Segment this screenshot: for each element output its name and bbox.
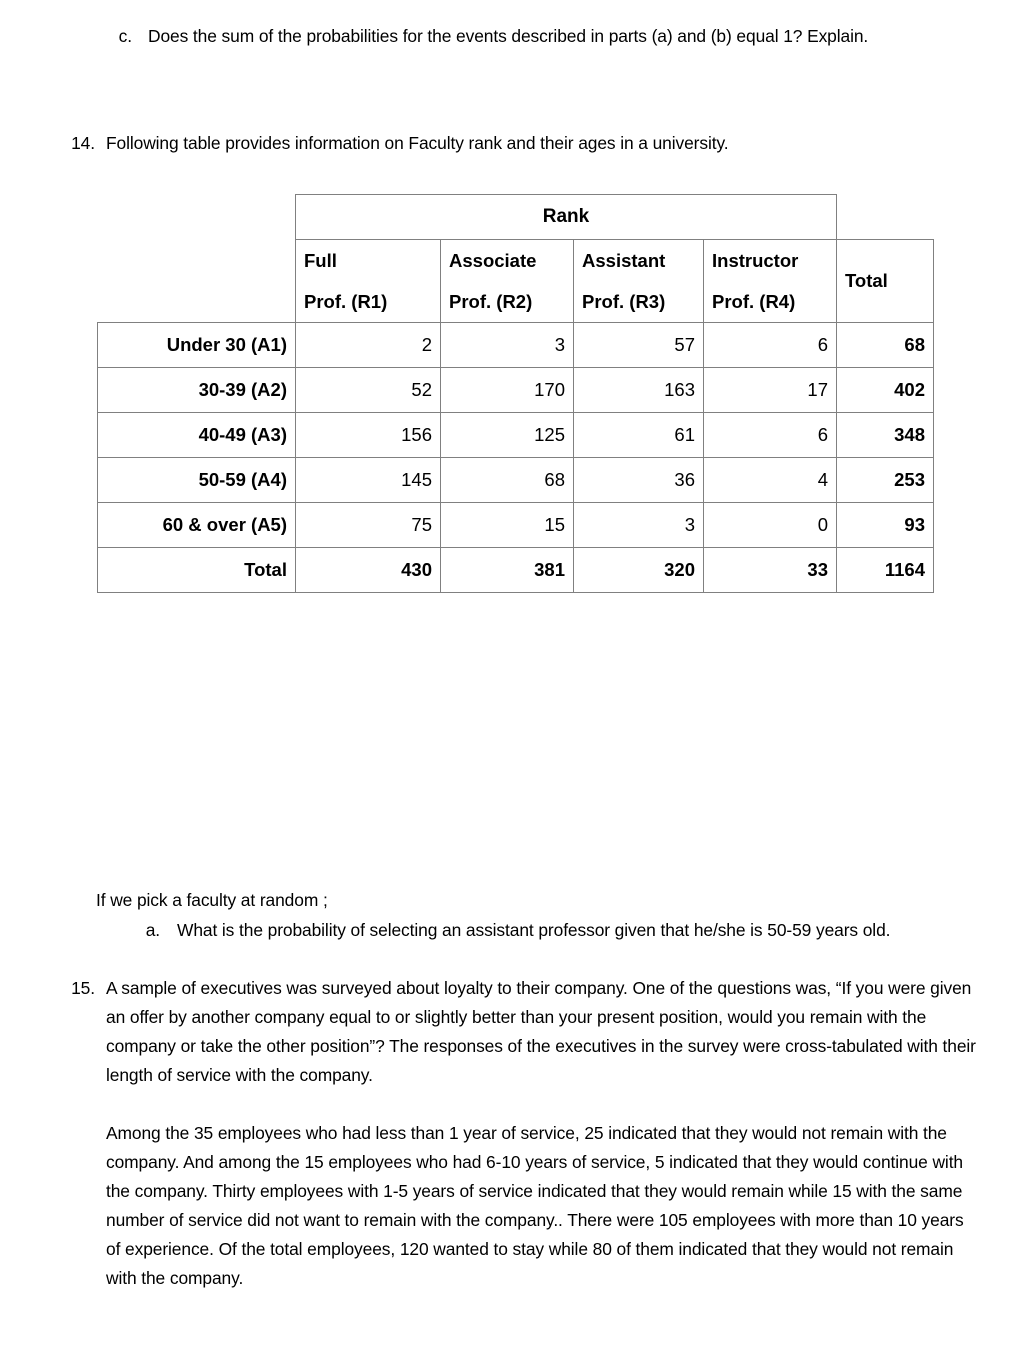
list-item-15	[58, 974, 978, 1293]
table-row-label-a1: Under 30 (A1)	[98, 323, 296, 368]
table-header-r1-line2: Prof. (R1)	[304, 291, 388, 312]
table-header-r2-line2: Prof. (R2)	[449, 291, 533, 312]
table-row-label-a4: 50-59 (A4)	[98, 458, 296, 503]
cell-a1-r3: 57	[574, 323, 704, 368]
list-item-a	[134, 916, 964, 945]
table-header-r3-line2: Prof. (R3)	[582, 291, 666, 312]
cell-a1-r4: 6	[704, 323, 837, 368]
table-header-rowlabel-blank	[98, 240, 296, 323]
table-header-r1-line1: Full	[304, 250, 337, 271]
cell-a5-total: 93	[837, 503, 934, 548]
table-corner-blank	[98, 195, 296, 240]
list-item-a-text: What is the probability of selecting an assistant professor given that he/she is 50-59 years old.	[177, 920, 891, 940]
table-header-r3	[574, 240, 704, 323]
cell-a3-r3: 61	[574, 413, 704, 458]
list-item-15-paragraph-2: Among the 35 employees who had less than 1 year of service, 25 indicated that they would not remain with the company. And among the 15 employees who had 6-10 years of service, 5 indicated that they would continue with the company. Thirty employees with 1-5 years of service indicated that they would remain while 15 with the same number of service did not want to remain with the company.. There were 105 employees with more than 10 years of experience. Of the total employees, 120 wanted to stay while 80 of them indicated that they would not remain with the company.	[106, 1123, 964, 1288]
table-row	[98, 503, 934, 548]
table-header-total: Total	[837, 240, 934, 323]
table-header-r4	[704, 240, 837, 323]
cell-a2-total: 402	[837, 368, 934, 413]
list-item-14-text: Following table provides information on Faculty rank and their ages in a university.	[106, 133, 729, 153]
table-row-label-a2: 30-39 (A2)	[98, 368, 296, 413]
cell-a4-total: 253	[837, 458, 934, 503]
cell-a2-r2: 170	[441, 368, 574, 413]
cell-a1-r2: 3	[441, 323, 574, 368]
table-header-r4-line1: Instructor	[712, 250, 799, 271]
faculty-rank-table-container	[97, 194, 934, 593]
cell-a1-total: 68	[837, 323, 934, 368]
cell-a4-r3: 36	[574, 458, 704, 503]
faculty-rank-table	[97, 194, 934, 593]
cell-a2-r1: 52	[296, 368, 441, 413]
list-item-14-marker: 14.	[71, 133, 95, 153]
cell-a5-r2: 15	[441, 503, 574, 548]
table-header-r1	[296, 240, 441, 323]
table-row	[98, 323, 934, 368]
table-row-label-total: Total	[98, 548, 296, 593]
table-header-r2-line1: Associate	[449, 250, 537, 271]
cell-total-r2: 381	[441, 548, 574, 593]
list-item-c-marker: c.	[118, 26, 132, 46]
list-item-c	[96, 22, 956, 51]
cell-a2-r4: 17	[704, 368, 837, 413]
table-header-row-columns	[98, 240, 934, 323]
cell-a5-r4: 0	[704, 503, 837, 548]
cell-total-r4: 33	[704, 548, 837, 593]
cell-a3-r2: 125	[441, 413, 574, 458]
table-row	[98, 458, 934, 503]
cell-a2-r3: 163	[574, 368, 704, 413]
cell-a5-r3: 3	[574, 503, 704, 548]
table-row	[98, 368, 934, 413]
cell-grand-total: 1164	[837, 548, 934, 593]
table-totals-row	[98, 548, 934, 593]
table-row-label-a5: 60 & over (A5)	[98, 503, 296, 548]
cell-a1-r1: 2	[296, 323, 441, 368]
list-item-15-paragraph-1: A sample of executives was surveyed about loyalty to their company. One of the questions was, “If you were given an offer by another company equal to or slightly better than your present position, would you remain with the company or take the other position”? The responses of the executives in the survey were cross-tabulated with their length of service with the company.	[106, 978, 976, 1085]
cell-a4-r2: 68	[441, 458, 574, 503]
list-item-15-marker: 15.	[71, 978, 95, 998]
table-header-r4-line2: Prof. (R4)	[712, 291, 796, 312]
intro-random-text: If we pick a faculty at random ;	[96, 890, 328, 910]
cell-total-r3: 320	[574, 548, 704, 593]
cell-a3-r4: 6	[704, 413, 837, 458]
list-item-15-content	[106, 974, 978, 1293]
table-row-label-a3: 40-49 (A3)	[98, 413, 296, 458]
table-header-r3-line1: Assistant	[582, 250, 666, 271]
cell-a5-r1: 75	[296, 503, 441, 548]
cell-a3-total: 348	[837, 413, 934, 458]
table-header-total-blank	[837, 195, 934, 240]
list-item-a-marker: a.	[145, 920, 160, 940]
table-header-row-group	[98, 195, 934, 240]
cell-a4-r4: 4	[704, 458, 837, 503]
cell-a3-r1: 156	[296, 413, 441, 458]
list-item-14	[58, 129, 958, 158]
cell-a4-r1: 145	[296, 458, 441, 503]
paragraph-spacer	[106, 1090, 978, 1119]
table-row	[98, 413, 934, 458]
table-header-r2	[441, 240, 574, 323]
list-item-c-text: Does the sum of the probabilities for the events described in parts (a) and (b) equal 1? Explain.	[148, 26, 869, 46]
table-header-rank: Rank	[296, 195, 837, 240]
cell-total-r1: 430	[296, 548, 441, 593]
